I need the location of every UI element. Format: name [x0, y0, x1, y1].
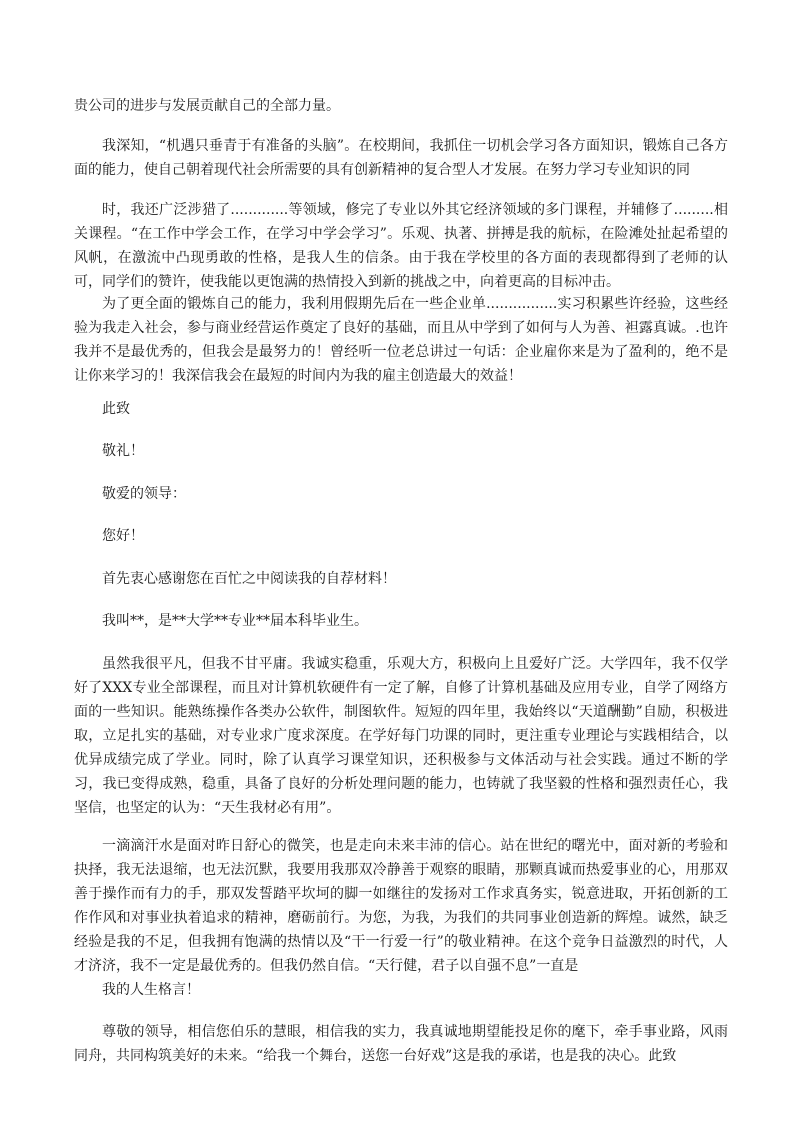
paragraph-1: 贵公司的进步与发展贡献自己的全部力量。 [74, 98, 340, 114]
paragraph-motto: 我的人生格言！ [102, 982, 200, 998]
paragraph-5: 虽然我很平凡，但我不甘平庸。我诚实稳重，乐观大方，积极向上且爱好广泛。大学四年，我不仅学好了XXX专业全部课程，而且对计算机软硬件有一定了解，自修了计算机基础及应用专业，自学了网络方面的一些知识。能熟练操作各类办公软件，制图软件。短短的四年里，我始终以“天道酬勤”自励，积极进取，立足扎实的基础，对专业求广度求深度。在学好每门功课的同时，更注重专业理论与实践相结合，以优异成绩完成了学业。同时，除了认真学习课堂知识，还积极参与文体活动与社会实践。通过不断的学习，我已变得成熟，稳重，具备了良好的分析处理问题的能力，也铸就了我坚毅的性格和强烈责任心，我坚信，也坚定的认为：“天生我材必有用”。 [74, 656, 728, 816]
paragraph-2: 我深知，“机遇只垂青于有准备的头脑”。在校期间，我抓住一切机会学习各方面知识，锻炼自己各方面的能力，使自己朝着现代社会所需要的具有创新精神的复合型人才发展。在努力学习专业知识的同 [74, 138, 728, 178]
closing-jingli: 敬礼！ [102, 443, 144, 459]
closing-cizhi: 此致 [102, 401, 130, 417]
paragraph-3: 时，我还广泛涉猎了.............等领域，修完了专业以外其它经济领域的多门课程，并辅修了.........相关课程。“在工作中学会工作，在学习中学会学习”。乐观、执著、拼搏是我的航标，在险滩处扯起希望的风帆，在激流中凸现勇敢的性格，是我人生的信条。由于我在学校里的各方面的表现都得到了老师的认可，同学们的赞许，使我能以更饱满的热情投入到新的挑战之中，向着更高的目标冲击。 [74, 202, 728, 290]
paragraph-thanks: 首先衷心感谢您在百忙之中阅读我的自荐材料！ [102, 571, 396, 587]
paragraph-7: 尊敬的领导，相信您伯乐的慧眼，相信我的实力，我真诚地期望能投足你的麾下，牵手事业路，风雨同舟，共同构筑美好的未来。“给我一个舞台，送您一台好戏”这是我的承诺，也是我的决心。此致 [74, 1024, 728, 1064]
paragraph-4: 为了更全面的锻炼自己的能力，我利用假期先后在一些企业单................实习积累些许经验，这些经验为我走入社会，参与商业经营运作奠定了良好的基础，而且从中学到了如何与人为善、袒露真诚。.也许我并不是最优秀的，但我会是最努力的！曾经听一位老总讲过一句话：企业雇你来是为了盈利的，绝不是让你来学习的！我深信我会在最短的时间内为我的雇主创造最大的效益！ [74, 296, 728, 384]
paragraph-6: 一滴滴汗水是面对昨日舒心的微笑，也是走向未来丰沛的信心。站在世纪的曙光中，面对新的考验和抉择，我无法退缩，也无法沉默，我要用我那双冷静善于观察的眼睛，那颗真诚而热爱事业的心，用那双善于操作而有力的手，那双发誓踏平坎坷的脚一如继往的发扬对工作求真务实，锐意进取，开拓创新的工作作风和对事业执着追求的精神，磨砺前行。为您，为我，为我们的共同事业创造新的辉煌。诚然，缺乏经验是我的不足，但我拥有饱满的热情以及“干一行爱一行”的敬业精神。在这个竞争日益激烈的时代，人才济济，我不一定是最优秀的。但我仍然自信。“天行健，君子以自强不息”一直是 [74, 838, 728, 974]
greeting: 您好！ [102, 528, 144, 544]
salutation: 敬爱的领导： [102, 486, 186, 502]
paragraph-intro: 我叫**，是**大学**专业**届本科毕业生。 [102, 613, 368, 629]
